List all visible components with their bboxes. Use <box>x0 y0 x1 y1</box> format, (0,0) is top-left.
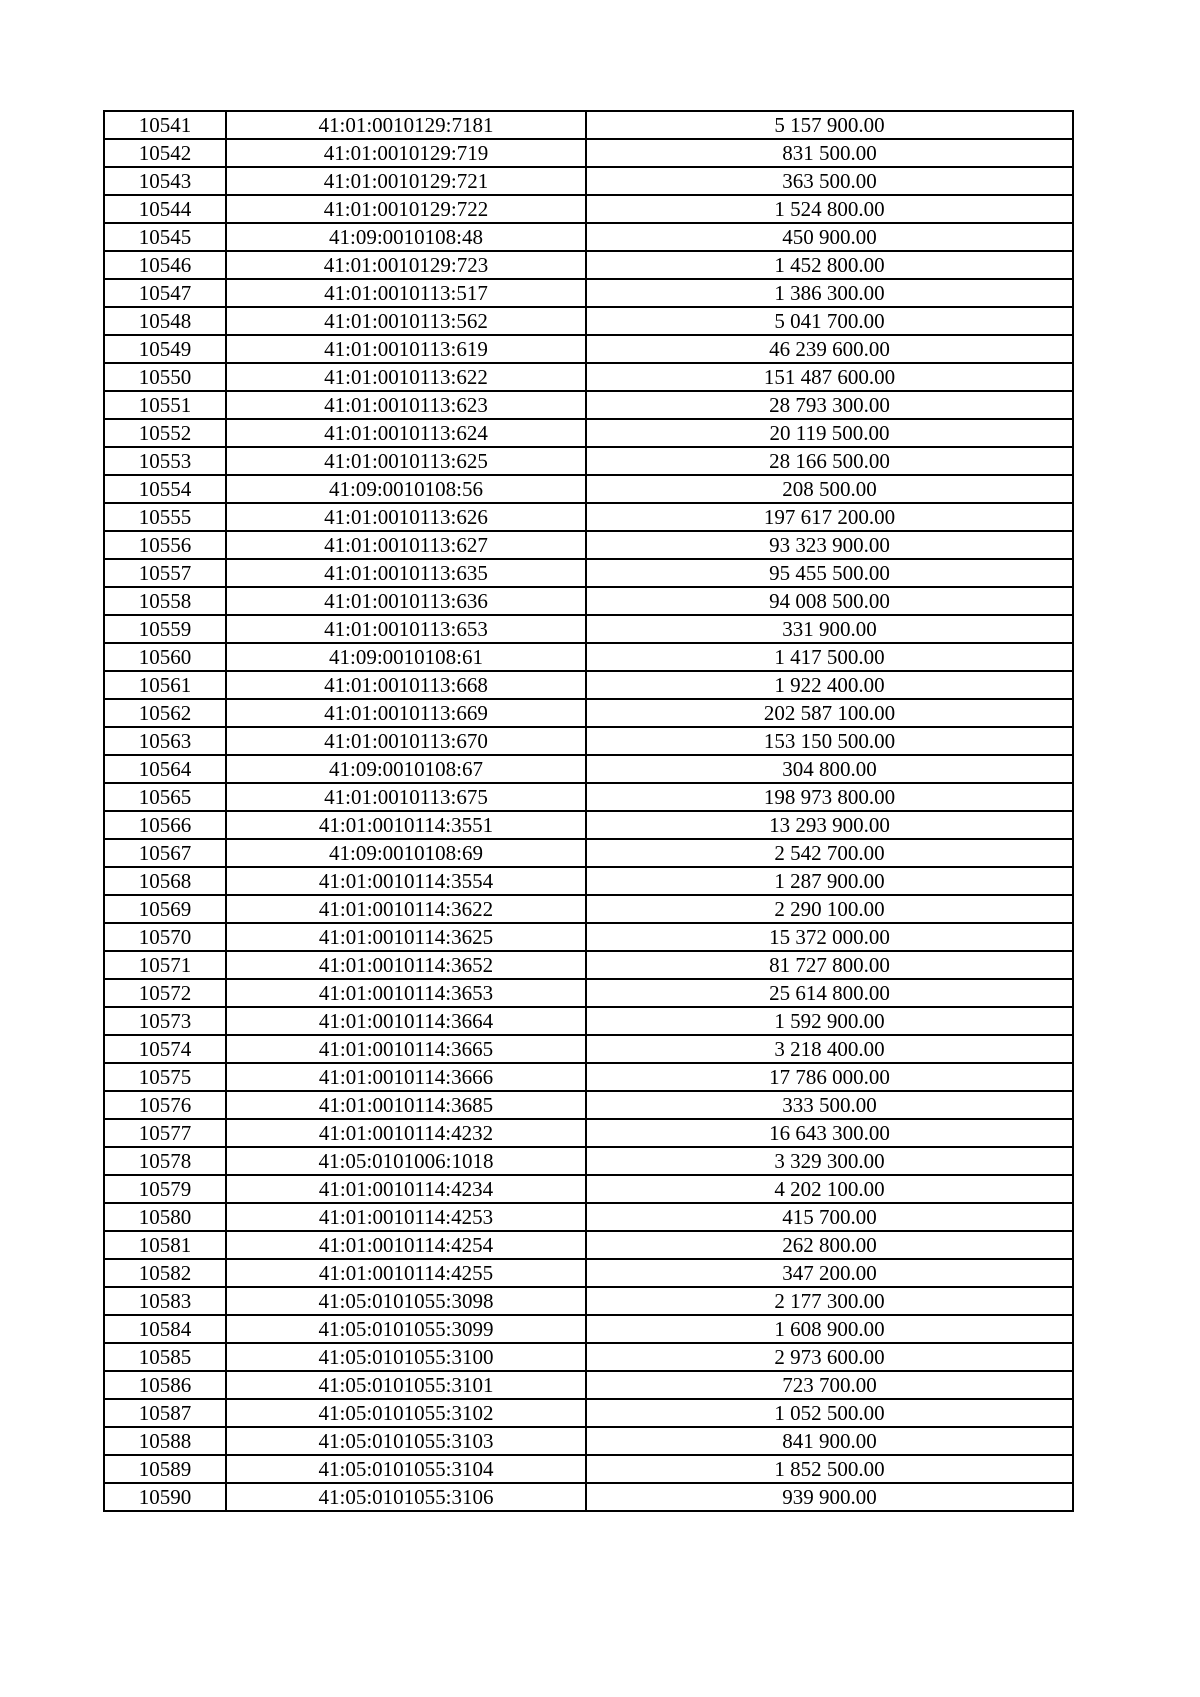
table-row <box>104 1091 1073 1119</box>
table-row <box>104 1483 1073 1511</box>
cadastral-number-cell: 41:01:0010113:517 <box>226 279 586 307</box>
cadastral-value-cell: 5 041 700.00 <box>586 307 1073 335</box>
table-row <box>104 335 1073 363</box>
row-number-cell: 10549 <box>104 335 226 363</box>
cadastral-number-cell: 41:05:0101055:3102 <box>226 1399 586 1427</box>
row-number-cell: 10585 <box>104 1343 226 1371</box>
cadastral-value-cell: 1 852 500.00 <box>586 1455 1073 1483</box>
table-row <box>104 195 1073 223</box>
cadastral-value-cell: 1 386 300.00 <box>586 279 1073 307</box>
row-number-cell: 10555 <box>104 503 226 531</box>
cadastral-number-cell: 41:01:0010113:627 <box>226 531 586 559</box>
cadastral-number-cell: 41:01:0010113:669 <box>226 699 586 727</box>
cadastral-value-cell: 723 700.00 <box>586 1371 1073 1399</box>
cadastral-number-cell: 41:01:0010129:722 <box>226 195 586 223</box>
row-number-cell: 10542 <box>104 139 226 167</box>
cadastral-value-cell: 5 157 900.00 <box>586 111 1073 139</box>
table-row <box>104 671 1073 699</box>
cadastral-value-cell: 28 793 300.00 <box>586 391 1073 419</box>
cadastral-number-cell: 41:05:0101055:3103 <box>226 1427 586 1455</box>
cadastral-value-cell: 2 973 600.00 <box>586 1343 1073 1371</box>
table-row <box>104 755 1073 783</box>
cadastral-value-cell: 841 900.00 <box>586 1427 1073 1455</box>
cadastral-number-cell: 41:01:0010113:636 <box>226 587 586 615</box>
table-row <box>104 1427 1073 1455</box>
row-number-cell: 10556 <box>104 531 226 559</box>
row-number-cell: 10571 <box>104 951 226 979</box>
row-number-cell: 10588 <box>104 1427 226 1455</box>
cadastral-number-cell: 41:01:0010129:719 <box>226 139 586 167</box>
cadastral-number-cell: 41:09:0010108:69 <box>226 839 586 867</box>
row-number-cell: 10563 <box>104 727 226 755</box>
cadastral-value-cell: 1 452 800.00 <box>586 251 1073 279</box>
row-number-cell: 10548 <box>104 307 226 335</box>
table-row <box>104 1315 1073 1343</box>
cadastral-number-cell: 41:05:0101055:3100 <box>226 1343 586 1371</box>
cadastral-value-cell: 1 287 900.00 <box>586 867 1073 895</box>
row-number-cell: 10576 <box>104 1091 226 1119</box>
cadastral-number-cell: 41:01:0010113:623 <box>226 391 586 419</box>
table-row <box>104 1035 1073 1063</box>
row-number-cell: 10569 <box>104 895 226 923</box>
cadastral-number-cell: 41:09:0010108:61 <box>226 643 586 671</box>
cadastral-number-cell: 41:01:0010113:622 <box>226 363 586 391</box>
row-number-cell: 10557 <box>104 559 226 587</box>
cadastral-number-cell: 41:01:0010113:668 <box>226 671 586 699</box>
row-number-cell: 10559 <box>104 615 226 643</box>
cadastral-number-cell: 41:01:0010114:4255 <box>226 1259 586 1287</box>
row-number-cell: 10566 <box>104 811 226 839</box>
cadastral-number-cell: 41:01:0010114:3622 <box>226 895 586 923</box>
table-row <box>104 531 1073 559</box>
cadastral-value-cell: 93 323 900.00 <box>586 531 1073 559</box>
cadastral-number-cell: 41:01:0010113:653 <box>226 615 586 643</box>
cadastral-value-cell: 304 800.00 <box>586 755 1073 783</box>
cadastral-number-cell: 41:01:0010114:3664 <box>226 1007 586 1035</box>
cadastral-value-cell: 94 008 500.00 <box>586 587 1073 615</box>
cadastral-number-cell: 41:01:0010113:562 <box>226 307 586 335</box>
row-number-cell: 10583 <box>104 1287 226 1315</box>
cadastral-number-cell: 41:01:0010113:670 <box>226 727 586 755</box>
row-number-cell: 10575 <box>104 1063 226 1091</box>
cadastral-value-cell: 363 500.00 <box>586 167 1073 195</box>
row-number-cell: 10552 <box>104 419 226 447</box>
table-row <box>104 391 1073 419</box>
table-row <box>104 139 1073 167</box>
cadastral-number-cell: 41:01:0010114:4254 <box>226 1231 586 1259</box>
row-number-cell: 10558 <box>104 587 226 615</box>
cadastral-number-cell: 41:05:0101055:3101 <box>226 1371 586 1399</box>
cadastral-number-cell: 41:01:0010114:3665 <box>226 1035 586 1063</box>
row-number-cell: 10541 <box>104 111 226 139</box>
cadastral-value-cell: 151 487 600.00 <box>586 363 1073 391</box>
cadastral-number-cell: 41:01:0010129:7181 <box>226 111 586 139</box>
cadastral-number-cell: 41:05:0101055:3098 <box>226 1287 586 1315</box>
cadastral-number-cell: 41:01:0010114:3666 <box>226 1063 586 1091</box>
row-number-cell: 10567 <box>104 839 226 867</box>
cadastral-number-cell: 41:01:0010113:619 <box>226 335 586 363</box>
table-row <box>104 1063 1073 1091</box>
row-number-cell: 10579 <box>104 1175 226 1203</box>
cadastral-value-cell: 1 608 900.00 <box>586 1315 1073 1343</box>
row-number-cell: 10550 <box>104 363 226 391</box>
table-row <box>104 1371 1073 1399</box>
table-row <box>104 1287 1073 1315</box>
table-row <box>104 1147 1073 1175</box>
table-row <box>104 1231 1073 1259</box>
table-row <box>104 223 1073 251</box>
table-row <box>104 475 1073 503</box>
row-number-cell: 10574 <box>104 1035 226 1063</box>
cadastral-value-cell: 20 119 500.00 <box>586 419 1073 447</box>
cadastral-number-cell: 41:05:0101006:1018 <box>226 1147 586 1175</box>
cadastral-value-cell: 46 239 600.00 <box>586 335 1073 363</box>
row-number-cell: 10564 <box>104 755 226 783</box>
cadastral-number-cell: 41:01:0010114:3685 <box>226 1091 586 1119</box>
table-row <box>104 307 1073 335</box>
table-row <box>104 615 1073 643</box>
row-number-cell: 10584 <box>104 1315 226 1343</box>
table-row <box>104 839 1073 867</box>
cadastral-value-cell: 3 218 400.00 <box>586 1035 1073 1063</box>
row-number-cell: 10590 <box>104 1483 226 1511</box>
row-number-cell: 10544 <box>104 195 226 223</box>
table-row <box>104 951 1073 979</box>
cadastral-value-cell: 13 293 900.00 <box>586 811 1073 839</box>
cadastral-number-cell: 41:01:0010114:3625 <box>226 923 586 951</box>
table-row <box>104 1343 1073 1371</box>
cadastral-value-cell: 1 592 900.00 <box>586 1007 1073 1035</box>
cadastral-number-cell: 41:01:0010114:4234 <box>226 1175 586 1203</box>
table-row <box>104 643 1073 671</box>
cadastral-number-cell: 41:01:0010114:4253 <box>226 1203 586 1231</box>
cadastral-value-cell: 25 614 800.00 <box>586 979 1073 1007</box>
cadastral-value-cell: 95 455 500.00 <box>586 559 1073 587</box>
table-row <box>104 559 1073 587</box>
row-number-cell: 10561 <box>104 671 226 699</box>
cadastral-number-cell: 41:01:0010113:675 <box>226 783 586 811</box>
table-row <box>104 1455 1073 1483</box>
row-number-cell: 10568 <box>104 867 226 895</box>
row-number-cell: 10586 <box>104 1371 226 1399</box>
cadastral-value-cell: 1 524 800.00 <box>586 195 1073 223</box>
table-row <box>104 1259 1073 1287</box>
table-row <box>104 895 1073 923</box>
cadastral-number-cell: 41:01:0010129:721 <box>226 167 586 195</box>
cadastral-value-cell: 331 900.00 <box>586 615 1073 643</box>
table-row <box>104 167 1073 195</box>
table-row <box>104 1007 1073 1035</box>
row-number-cell: 10580 <box>104 1203 226 1231</box>
cadastral-value-cell: 939 900.00 <box>586 1483 1073 1511</box>
cadastral-value-cell: 2 177 300.00 <box>586 1287 1073 1315</box>
cadastral-number-cell: 41:09:0010108:48 <box>226 223 586 251</box>
row-number-cell: 10562 <box>104 699 226 727</box>
cadastral-number-cell: 41:01:0010129:723 <box>226 251 586 279</box>
row-number-cell: 10553 <box>104 447 226 475</box>
table-row <box>104 503 1073 531</box>
row-number-cell: 10565 <box>104 783 226 811</box>
row-number-cell: 10578 <box>104 1147 226 1175</box>
cadastral-number-cell: 41:01:0010114:3653 <box>226 979 586 1007</box>
cadastral-number-cell: 41:05:0101055:3104 <box>226 1455 586 1483</box>
table-row <box>104 979 1073 1007</box>
table-row <box>104 727 1073 755</box>
cadastral-value-cell: 198 973 800.00 <box>586 783 1073 811</box>
table-row <box>104 1175 1073 1203</box>
cadastral-value-cell: 15 372 000.00 <box>586 923 1073 951</box>
row-number-cell: 10570 <box>104 923 226 951</box>
row-number-cell: 10581 <box>104 1231 226 1259</box>
cadastral-number-cell: 41:09:0010108:56 <box>226 475 586 503</box>
table-row <box>104 1119 1073 1147</box>
table-row <box>104 783 1073 811</box>
table-row <box>104 1399 1073 1427</box>
row-number-cell: 10587 <box>104 1399 226 1427</box>
cadastral-value-cell: 831 500.00 <box>586 139 1073 167</box>
row-number-cell: 10572 <box>104 979 226 1007</box>
cadastral-value-cell: 17 786 000.00 <box>586 1063 1073 1091</box>
table-body <box>104 111 1073 1511</box>
row-number-cell: 10577 <box>104 1119 226 1147</box>
table-row <box>104 419 1073 447</box>
cadastral-number-cell: 41:01:0010113:624 <box>226 419 586 447</box>
row-number-cell: 10589 <box>104 1455 226 1483</box>
cadastral-value-cell: 28 166 500.00 <box>586 447 1073 475</box>
table-row <box>104 699 1073 727</box>
cadastral-value-cell: 347 200.00 <box>586 1259 1073 1287</box>
cadastral-value-cell: 4 202 100.00 <box>586 1175 1073 1203</box>
table-row <box>104 363 1073 391</box>
cadastral-value-cell: 153 150 500.00 <box>586 727 1073 755</box>
row-number-cell: 10582 <box>104 1259 226 1287</box>
cadastral-value-cell: 3 329 300.00 <box>586 1147 1073 1175</box>
cadastral-value-table <box>103 110 1074 1512</box>
cadastral-value-cell: 2 290 100.00 <box>586 895 1073 923</box>
table-row <box>104 251 1073 279</box>
cadastral-number-cell: 41:01:0010114:3554 <box>226 867 586 895</box>
cadastral-value-cell: 81 727 800.00 <box>586 951 1073 979</box>
cadastral-number-cell: 41:09:0010108:67 <box>226 755 586 783</box>
row-number-cell: 10546 <box>104 251 226 279</box>
row-number-cell: 10560 <box>104 643 226 671</box>
row-number-cell: 10547 <box>104 279 226 307</box>
row-number-cell: 10573 <box>104 1007 226 1035</box>
cadastral-value-cell: 208 500.00 <box>586 475 1073 503</box>
cadastral-number-cell: 41:01:0010113:635 <box>226 559 586 587</box>
table-row <box>104 111 1073 139</box>
cadastral-value-cell: 16 643 300.00 <box>586 1119 1073 1147</box>
cadastral-number-cell: 41:01:0010113:625 <box>226 447 586 475</box>
row-number-cell: 10543 <box>104 167 226 195</box>
table-row <box>104 867 1073 895</box>
cadastral-number-cell: 41:05:0101055:3099 <box>226 1315 586 1343</box>
cadastral-number-cell: 41:01:0010113:626 <box>226 503 586 531</box>
table-row <box>104 279 1073 307</box>
table-row <box>104 923 1073 951</box>
cadastral-value-cell: 202 587 100.00 <box>586 699 1073 727</box>
cadastral-value-cell: 262 800.00 <box>586 1231 1073 1259</box>
cadastral-value-cell: 415 700.00 <box>586 1203 1073 1231</box>
cadastral-value-cell: 1 417 500.00 <box>586 643 1073 671</box>
row-number-cell: 10551 <box>104 391 226 419</box>
table-row <box>104 447 1073 475</box>
table-row <box>104 587 1073 615</box>
cadastral-value-cell: 197 617 200.00 <box>586 503 1073 531</box>
cadastral-value-cell: 450 900.00 <box>586 223 1073 251</box>
table-row <box>104 811 1073 839</box>
cadastral-value-cell: 1 922 400.00 <box>586 671 1073 699</box>
cadastral-value-cell: 2 542 700.00 <box>586 839 1073 867</box>
cadastral-number-cell: 41:01:0010114:3652 <box>226 951 586 979</box>
cadastral-value-cell: 1 052 500.00 <box>586 1399 1073 1427</box>
cadastral-number-cell: 41:05:0101055:3106 <box>226 1483 586 1511</box>
cadastral-number-cell: 41:01:0010114:3551 <box>226 811 586 839</box>
cadastral-value-cell: 333 500.00 <box>586 1091 1073 1119</box>
row-number-cell: 10554 <box>104 475 226 503</box>
cadastral-number-cell: 41:01:0010114:4232 <box>226 1119 586 1147</box>
table-row <box>104 1203 1073 1231</box>
row-number-cell: 10545 <box>104 223 226 251</box>
